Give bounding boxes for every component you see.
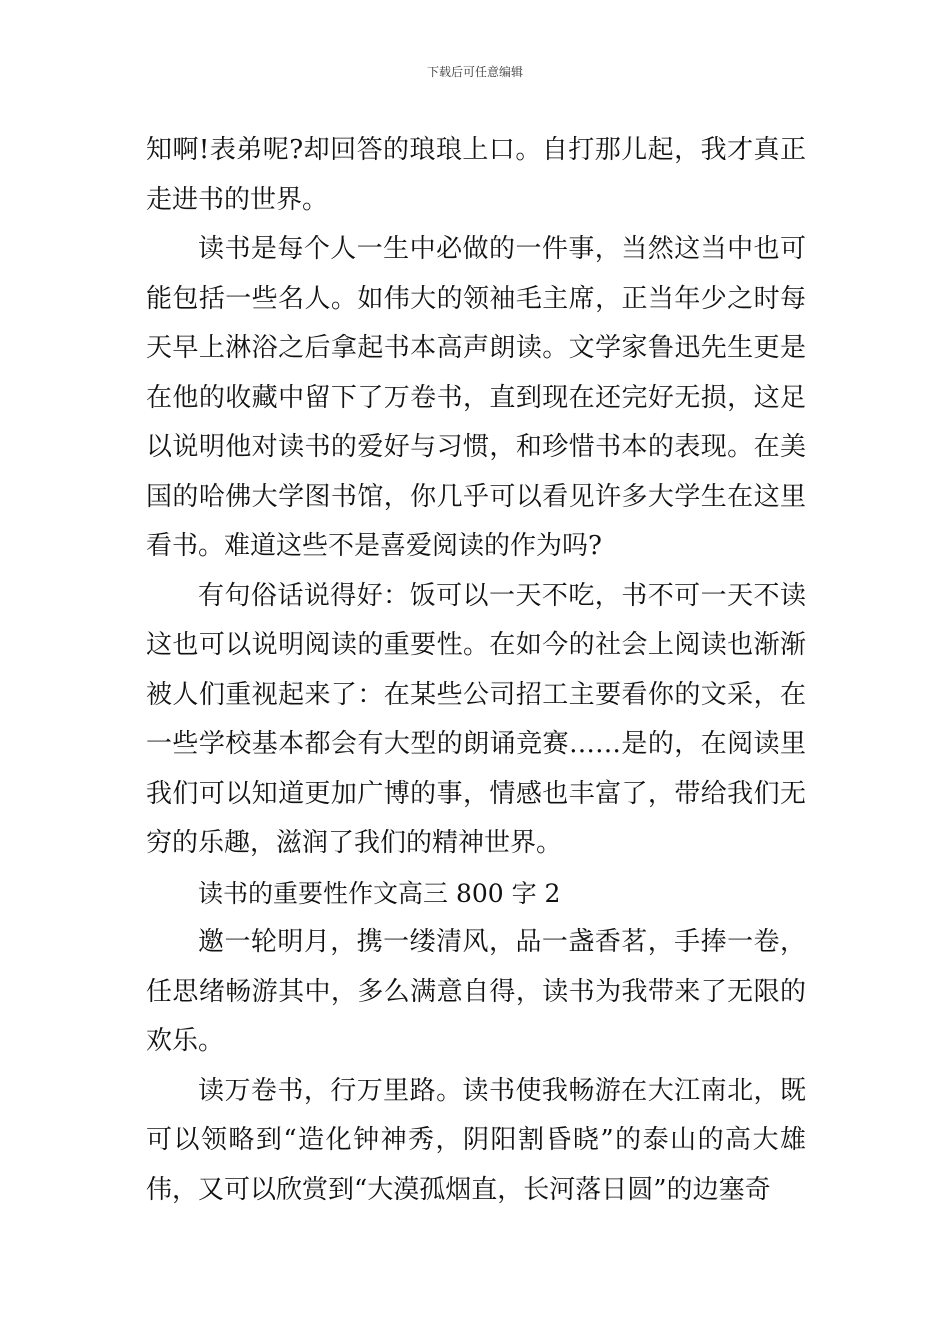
document-body (146, 126, 806, 1215)
paragraph-saying: 有句俗话说得好：饭可以一天不吃，书不可一天不读这也可以说明阅读的重要性。在如今的社会上阅读也渐渐被人们重视起来了：在某些公司招工主要看你的文采，在一些学校基本都会有大型的朗诵竞赛……是的，在阅读里我们可以知道更加广博的事，情感也丰富了，带给我们无穷的乐趣，滋润了我们的精神世界。 (146, 580, 806, 858)
paragraph-reading-importance: 读书是每个人一生中必做的一件事，当然这当中也可能包括一些名人。如伟大的领袖毛主席，正当年少之时每天早上淋浴之后拿起书本高声朗读。文学家鲁迅先生更是在他的收藏中留下了万卷书，直到现在还完好无损，这足以说明他对读书的爱好与习惯，和珍惜书本的表现。在美国的哈佛大学图书馆，你几乎可以看见许多大学生在这里看书。难道这些不是喜爱阅读的作为吗? (146, 234, 806, 561)
section-title: 读书的重要性作文高三 800 字 2 (198, 878, 561, 908)
paragraph-moon: 邀一轮明月，携一缕清风，品一盏香茗，手捧一卷，任思绪畅游其中，多么满意自得，读书为我带来了无限的欢乐。 (146, 927, 806, 1056)
page-header-note: 下载后可任意编辑 (426, 65, 523, 79)
paragraph-travel: 读万卷书，行万里路。读书使我畅游在大江南北，既可以领略到“造化钟神秀，阴阳割昏晓”的泰山的高大雄伟，又可以欣赏到“大漠孤烟直，长河落日圆”的边塞奇 (146, 1075, 806, 1205)
paragraph-continuation: 知啊!表弟呢?却回答的琅琅上口。自打那儿起，我才真正走进书的世界。 (146, 135, 806, 215)
